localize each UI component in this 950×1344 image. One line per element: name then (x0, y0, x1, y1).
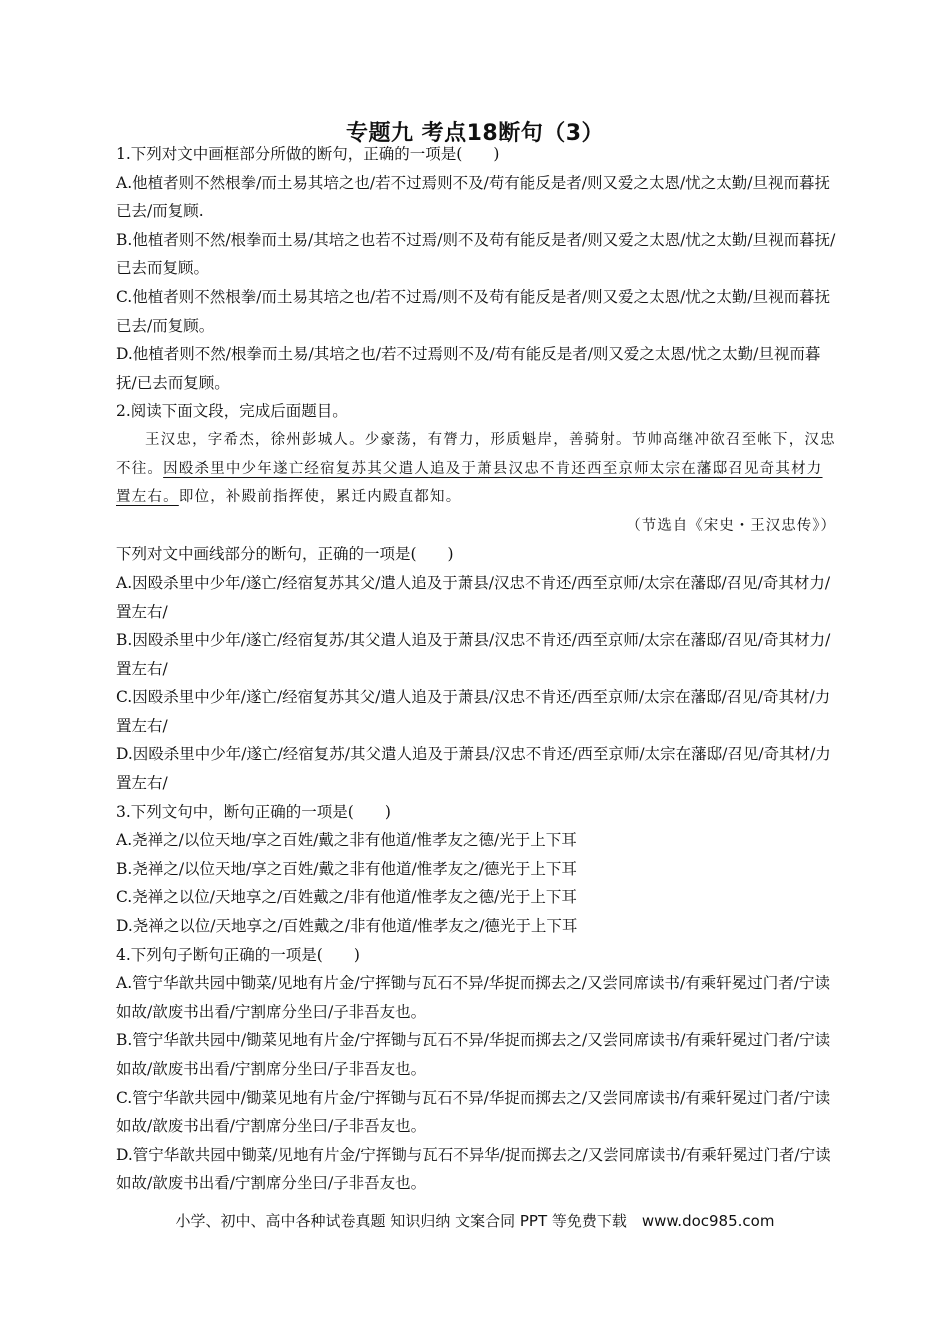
question-4-stem: 4.下列句子断句正确的一项是( ) (116, 945, 360, 964)
question-2-option-c: C.因殴杀里中少年/遂亡/经宿复苏其父/遣人追及于萧县/汉忠不肯还/西至京师/太宗在藩邸/召见/奇其材/力置左右/ (116, 688, 831, 735)
question-3-option-a: A.尧禅之/以位天地/享之百姓/戴之非有他道/惟孝友之德/光于上下耳 (116, 831, 577, 850)
question-2-option-d: D.因殴杀里中少年/遂亡/经宿复苏/其父遣人追及于萧县/汉忠不肯还/西至京师/太宗在藩邸/召见/奇其材/力置左右/ (116, 745, 831, 793)
question-4-option-c: C.管宁华歆共园中/锄菜见地有片金/宁挥锄与瓦石不异/华捉而掷去之/又尝同席读书/有乘轩冕过门者/宁读如故/歆废书出看/宁割席分坐曰/子非吾友也。 (116, 1088, 831, 1136)
question-1-option-c: C.他植者则不然根拳/而土易其培之也/若不过焉/则不及苟有能反是者/则又爱之太恩/忧之太勤/旦视而暮抚已去/而复顾。 (116, 287, 831, 335)
passage-underlined-sentence: 因殴杀里中少年遂亡经宿复苏其父遣人追及于萧县汉忠不肯还西至京师太宗在藩邸召见奇其材力置左右。 (116, 460, 823, 506)
question-1-option-a: A.他植者则不然根拳/而土易其培之也/若不过焉则不及/苟有能反是者/则又爱之太恩/忧之太勤/旦视而暮抚已去/而复顾. (116, 173, 830, 221)
passage-source: （节选自《宋史・王汉忠传》） (626, 517, 836, 534)
question-1-option-d: D.他植者则不然/根拳而土易/其培之也/若不过焉则不及/苟有能反是者/则又爱之太恩/忧之太勤/旦视而暮抚/已去而复顾。 (116, 345, 821, 392)
question-2-option-b: B.因殴杀里中少年/遂亡/经宿复苏/其父遣人追及于萧县/汉忠不肯还/西至京师/太宗在藩邸/召见/奇其材力/置左右/ (116, 631, 831, 678)
passage-ending: 即位，补殿前指挥使，累迁内殿直都知。 (178, 489, 462, 506)
question-1-option-b: B.他植者则不然/根拳而土易/其培之也若不过焉/则不及苟有能反是者/则又爱之太恩/忧之太勤/旦视而暮抚/已去而复顾。 (116, 230, 836, 278)
question-3-option-c: C.尧禅之以位/天地享之/百姓戴之/非有他道/惟孝友之德/光于上下耳 (116, 888, 577, 907)
question-2-passage (116, 426, 836, 512)
question-2-stem: 2.阅读下面文段，完成后面题目。 (116, 402, 348, 421)
question-4-option-d: D.管宁华歆共园中锄菜/见地有片金/宁挥锄与瓦石不异华/捉而掷去之/又尝同席读书/有乘轩冕过门者/宁读如故/歆废书出看/宁割席分坐曰/子非吾友也。 (116, 1145, 831, 1193)
question-3-option-b: B.尧禅之/以位天地/享之百姓/戴之非有他道/惟孝友之/德光于上下耳 (116, 859, 577, 878)
question-2-option-a: A.因殴杀里中少年/遂亡/经宿复苏其父/遣人追及于萧县/汉忠不肯还/西至京师/太宗在藩邸/召见/奇其材力/置左右/ (116, 573, 831, 621)
question-4-option-b: B.管宁华歆共园中/锄菜见地有片金/宁挥锄与瓦石不异/华捉而掷去之/又尝同席读书/有乘轩冕过门者/宁读如故/歆废书出看/宁割席分坐曰/子非吾友也。 (116, 1031, 831, 1078)
exercise-content (116, 140, 836, 1198)
question-3-stem: 3.下列文句中，断句正确的一项是( ) (116, 802, 391, 821)
page-title: 专题九 考点18断句（3） (345, 121, 605, 146)
question-3-option-d: D.尧禅之以位/天地享之/百姓戴之/非有他道/惟孝友之/德光于上下耳 (116, 917, 578, 936)
page-footer: 小学、初中、高中各种试卷真题 知识归纳 文案合同 PPT 等免费下载 www.doc985.com (175, 1212, 775, 1230)
question-2-sub-stem: 下列对文中画线部分的断句，正确的一项是( ) (116, 545, 454, 564)
question-1-stem: 1.下列对文中画框部分所做的断句，正确的一项是( ) (116, 145, 500, 163)
question-4-option-a: A.管宁华歆共园中锄菜/见地有片金/宁挥锄与瓦石不异/华捉而掷去之/又尝同席读书/有乘轩冕过门者/宁读如故/歆废书出看/宁割席分坐曰/子非吾友也。 (116, 974, 830, 1021)
passage-intro: 王汉忠，字希杰，徐州彭城人。少豪荡，有膂力，形质魁岸，善骑射。节帅高继冲欲召至帐下，汉忠不往。 (116, 431, 836, 477)
